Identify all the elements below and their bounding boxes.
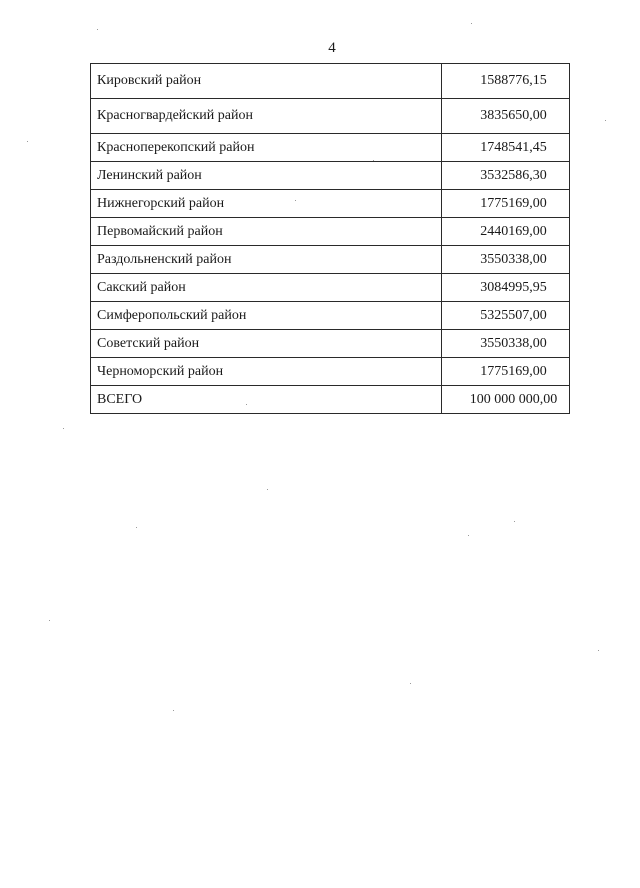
scan-speck	[27, 141, 28, 142]
district-cell: Ленинский район	[91, 162, 442, 190]
district-cell: Первомайский район	[91, 218, 442, 246]
total-label-cell: ВСЕГО	[91, 386, 442, 414]
table-row	[91, 246, 570, 274]
page-number: 4	[328, 40, 336, 56]
table-row	[91, 162, 570, 190]
district-cell: Красноперекопский район	[91, 134, 442, 162]
amount-cell: 3550338,00	[442, 246, 570, 274]
district-cell: Симферопольский район	[91, 302, 442, 330]
scan-speck	[514, 521, 515, 522]
amount-cell: 1748541,45	[442, 134, 570, 162]
amount-cell: 1588776,15	[442, 64, 570, 99]
table-row	[91, 358, 570, 386]
table-row	[91, 134, 570, 162]
district-cell: Советский район	[91, 330, 442, 358]
amount-cell: 3835650,00	[442, 99, 570, 134]
amount-cell: 2440169,00	[442, 218, 570, 246]
district-cell: Кировский район	[91, 64, 442, 99]
scan-speck	[410, 683, 411, 684]
amount-cell: 3550338,00	[442, 330, 570, 358]
scan-speck	[468, 535, 469, 536]
scan-speck	[173, 710, 174, 711]
amount-cell: 3084995,95	[442, 274, 570, 302]
district-cell: Красногвардейский район	[91, 99, 442, 134]
total-amount-cell: 100 000 000,00	[442, 386, 570, 414]
amount-cell: 3532586,30	[442, 162, 570, 190]
scan-speck	[49, 620, 50, 621]
table-row	[91, 330, 570, 358]
scan-speck	[598, 650, 599, 651]
amount-cell: 1775169,00	[442, 190, 570, 218]
allocation-table	[90, 63, 570, 414]
scan-speck	[63, 428, 64, 429]
district-cell: Сакский район	[91, 274, 442, 302]
total-row	[91, 386, 570, 414]
scan-speck	[471, 23, 472, 24]
scan-speck	[97, 29, 98, 30]
table-row	[91, 274, 570, 302]
district-cell: Черноморский район	[91, 358, 442, 386]
amount-cell: 1775169,00	[442, 358, 570, 386]
district-cell: Раздольненский район	[91, 246, 442, 274]
scan-speck	[373, 160, 374, 161]
scan-speck	[605, 120, 606, 121]
table-row	[91, 190, 570, 218]
scan-speck	[136, 527, 137, 528]
scan-speck	[246, 404, 247, 405]
table-row	[91, 99, 570, 134]
table-row	[91, 218, 570, 246]
amount-cell: 5325507,00	[442, 302, 570, 330]
district-cell: Нижнегорский район	[91, 190, 442, 218]
scan-speck	[295, 200, 296, 201]
table-row	[91, 64, 570, 99]
table-row	[91, 302, 570, 330]
scan-speck	[267, 489, 268, 490]
